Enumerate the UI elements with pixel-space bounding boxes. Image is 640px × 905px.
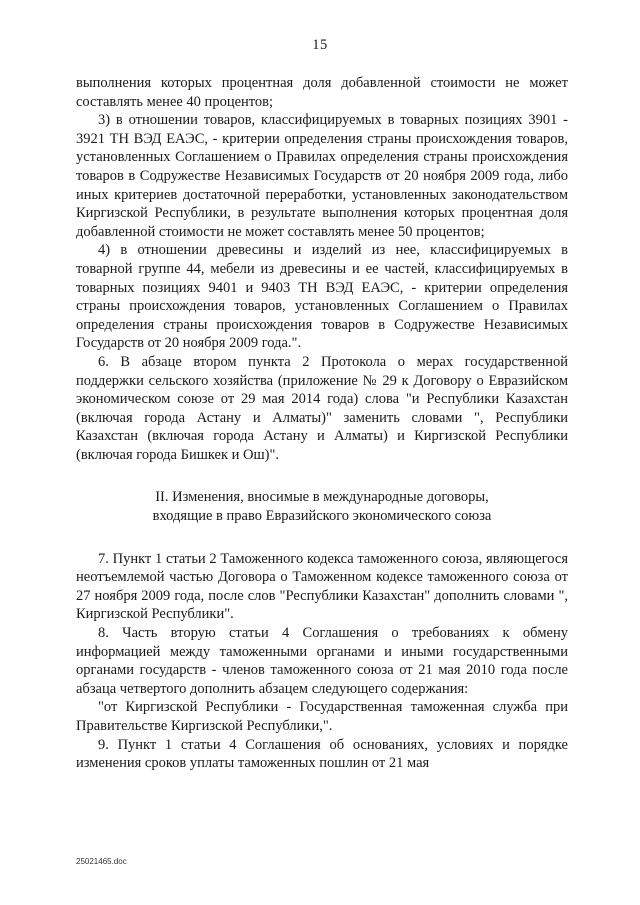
- paragraph-item-4: 4) в отношении древесины и изделий из нее, классифицируемых в товарной группе 44, мебели из древесины и ее частей, классифицируемых в товарных позициях 9401 и 9403 ТН ВЭД ЕАЭС, - критерии определения страны происхождения товаров, установленных Соглашением о Правилах определения страны происхождения товаров в Содружестве Независимых Государств от 20 ноября 2009 года.".: [76, 242, 568, 352]
- paragraph-point-8: 8. Часть вторую статьи 4 Соглашения о требованиях к обмену информацией между таможенными органами и иными государственными органами государств - членов таможенного союза от 21 мая 2010 года после абзаца четвертого дополнить абзацем следующего содержания:: [76, 625, 568, 697]
- paragraph-item-3: 3) в отношении товаров, классифицируемых в товарных позициях 3901 - 3921 ТН ВЭД ЕАЭС, - критерии определения страны происхождения товаров, установленных Соглашением о Правилах определения страны происхождения товаров в Содружестве Независимых Государств от 20 ноября 2009 года, либо иных критериев достаточной переработки, установленных законодательством Киргизской Республики, в результате выполнения которых процентная доля добавленной стоимости не может составлять менее 50 процентов;: [76, 112, 568, 240]
- paragraph-point-6: 6. В абзаце втором пункта 2 Протокола о мерах государственной поддержки сельского хозяйства (приложение № 29 к Договору о Евразийском экономическом союзе от 29 мая 2014 года) слова "и Республики Казахстан (включая города Астану и Алматы)" заменить словами ", Республики Казахстан (включая города Астану и Алматы) и Киргизской Республики (включая города Бишкек и Ош)".: [76, 353, 568, 463]
- footer-filename: 25021465.doc: [76, 857, 127, 866]
- paragraph-continuation: выполнения которых процентная доля добавленной стоимости не может составлять менее 40 процентов;: [76, 75, 568, 110]
- section-heading-line-2: входящие в право Евразийского экономического союза: [152, 508, 492, 525]
- section-heading: [76, 488, 568, 525]
- paragraph-quote: "от Киргизской Республики - Государственная таможенная служба при Правительстве Киргизской Республики,".: [76, 699, 568, 734]
- document-body: [76, 74, 568, 773]
- paragraph-point-7: 7. Пункт 1 статьи 2 Таможенного кодекса таможенного союза, являющегося неотъемлемой частью Договора о Таможенном кодексе таможенного союза от 27 ноября 2009 года, после слов "Республики Казахстан" дополнить словами ", Киргизской Республики".: [76, 550, 568, 623]
- page-number: 15: [312, 37, 328, 53]
- paragraph-point-9: 9. Пункт 1 статьи 4 Соглашения об основаниях, условиях и порядке изменения сроков уплаты таможенных пошлин от 21 мая: [76, 736, 568, 772]
- section-heading-line-1: II. Изменения, вносимые в международные договоры,: [155, 489, 489, 506]
